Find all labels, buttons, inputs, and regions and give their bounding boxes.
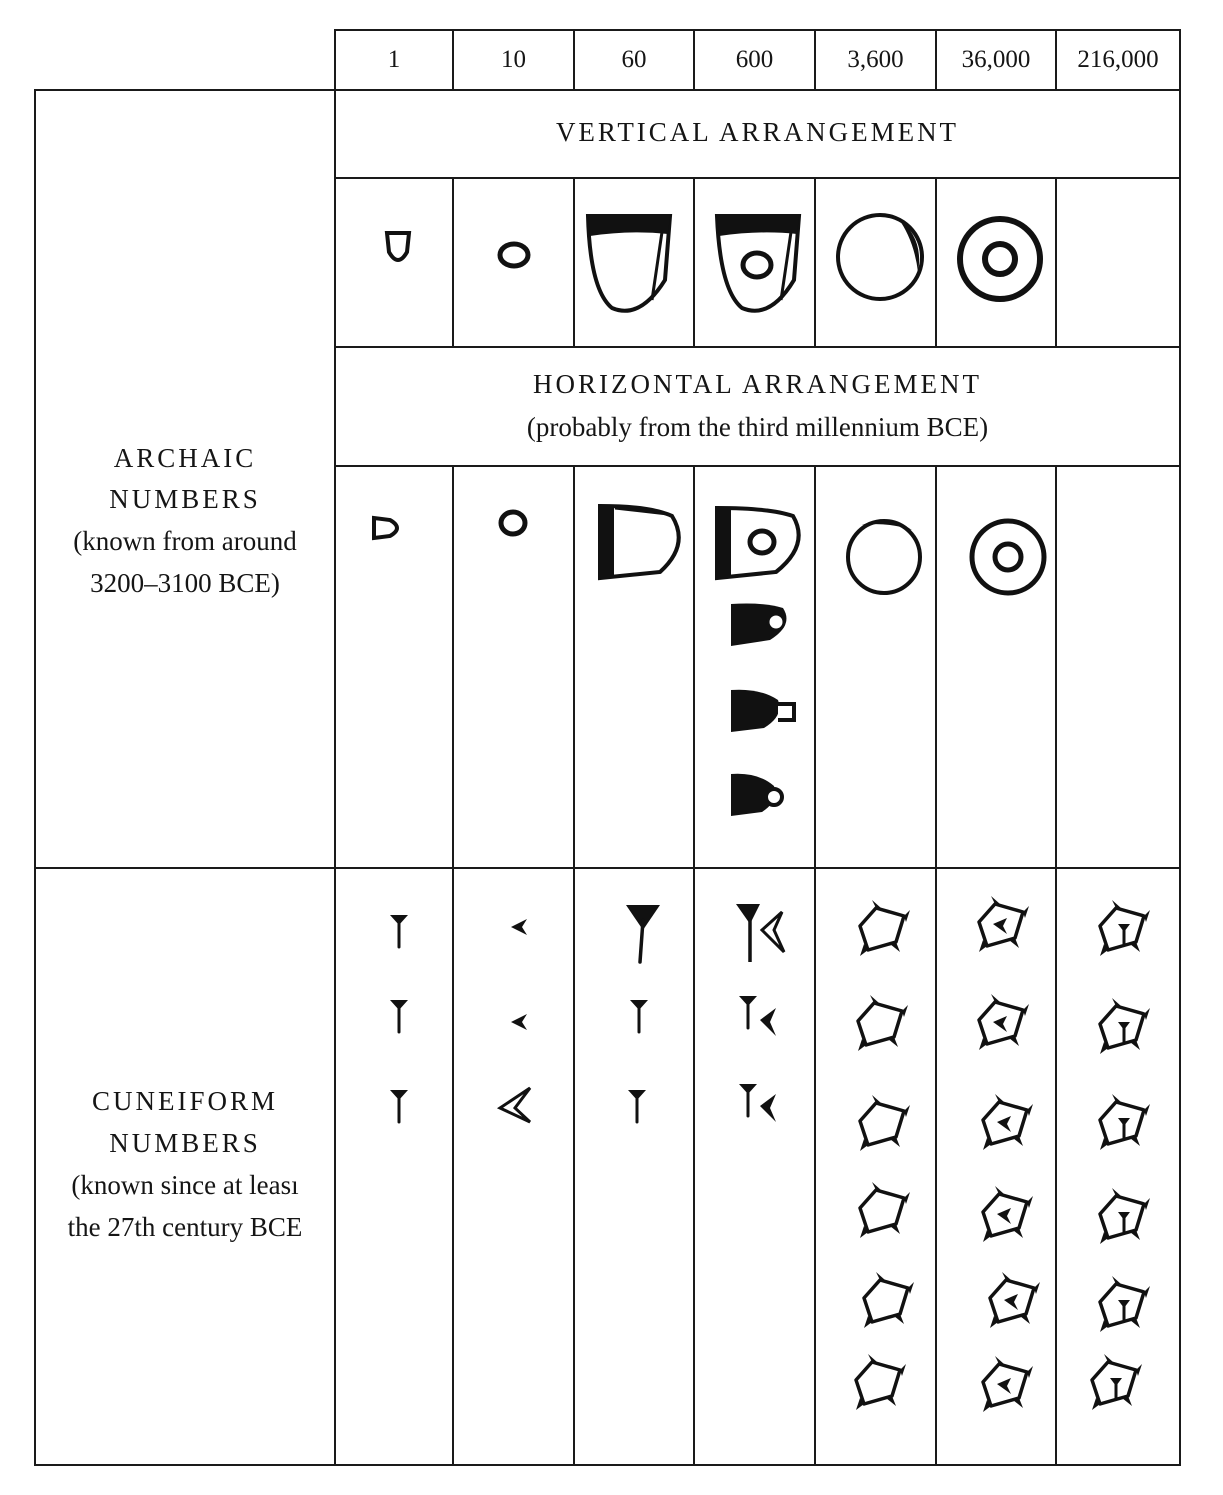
small-cone-icon [387,233,409,260]
small-cone-horizontal-icon [374,518,397,538]
vertical-arrangement-title: VERTICAL ARRANGEMENT [555,117,960,147]
archaic-label-line1: ARCHAIC [113,443,257,473]
perforated-cone-icon [717,216,799,311]
sar-variants-icon [856,900,914,1410]
archaic-label-line2: NUMBERS [109,484,261,514]
vertical-wedge-variants-icon [390,915,408,1122]
horizontal-arrangement-title: HORIZONTAL ARRANGEMENT [532,369,983,399]
horizontal-arrangement-subtitle: (probably from the third millennium BCE) [526,412,989,442]
large-cone-horizontal-icon [600,506,679,578]
cuneiform-note-line1: (known since at leası [71,1170,299,1200]
sargal-variants-icon [1092,900,1150,1410]
wedge-with-tens-variants-icon [736,904,784,1122]
cuneiform-note-line2: the 27th century BCE [67,1212,303,1242]
perforated-sphere-horizontal-icon [972,521,1044,593]
column-header-216000: 216,000 [1077,46,1159,73]
sphere-icon [838,215,922,299]
large-cone-icon [588,216,670,311]
small-circle-horizontal-icon [501,512,525,534]
column-header-600: 600 [735,46,774,73]
small-circle-icon [500,244,528,266]
archaic-note-line2: 3200–3100 BCE) [90,568,280,598]
column-header-10: 10 [501,46,526,73]
corner-wedge-variants-icon [500,919,530,1122]
cuneiform-label-line2: NUMBERS [109,1128,261,1158]
sar-ten-variants-icon [979,896,1040,1412]
column-header-1: 1 [387,46,401,73]
column-header-60: 60 [621,46,647,73]
sphere-horizontal-icon [848,521,920,593]
column-header-36000: 36,000 [961,46,1031,73]
cuneiform-label-line1: CUNEIFORM [91,1086,279,1116]
large-wedge-variants-icon [626,905,660,1122]
perforated-sphere-icon [960,219,1040,299]
column-header-3600: 3,600 [847,46,904,73]
archaic-note-line1: (known from around [73,526,297,556]
perforated-cone-variants-icon [717,508,799,816]
